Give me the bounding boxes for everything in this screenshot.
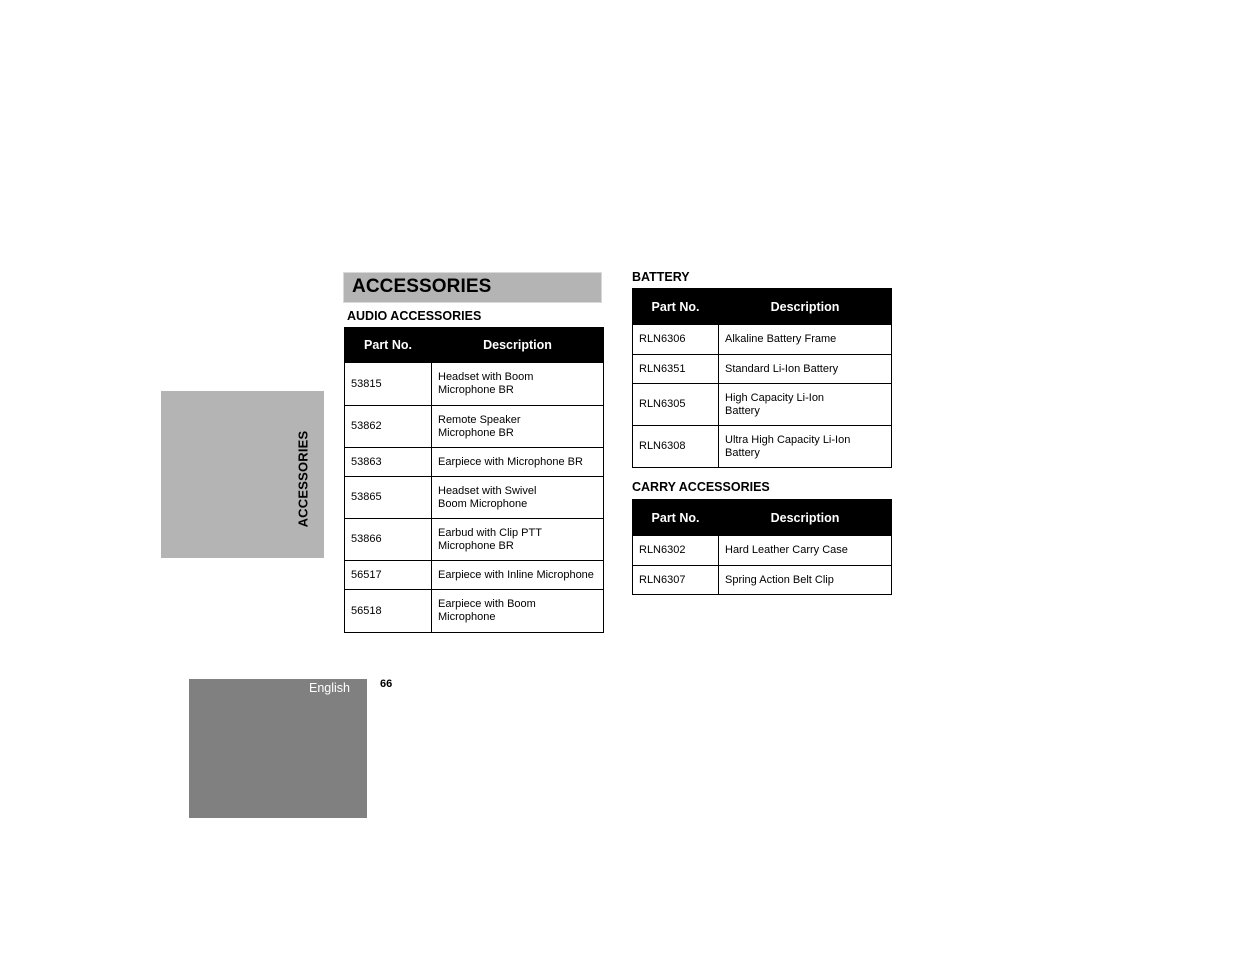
description-cell: [719, 566, 892, 595]
language-label: English: [309, 681, 350, 695]
column-header-part-no: Part No.: [345, 328, 432, 363]
description-cell: [432, 363, 604, 406]
table-row: [345, 519, 604, 561]
table-header-row: [345, 328, 604, 363]
table-row: [633, 536, 892, 566]
description-text: Ultra High Capacity Li-Ion Battery: [725, 433, 851, 459]
page-number: 66: [380, 678, 393, 690]
battery-heading: BATTERY: [632, 270, 690, 284]
side-tab-label: ACCESSORIES: [295, 430, 311, 528]
description-cell: [432, 477, 604, 519]
description-text: Remote Speaker Microphone BR: [438, 413, 521, 439]
description-text: Earpiece with Inline Microphone: [438, 568, 594, 581]
part-number-cell: RLN6306: [633, 325, 719, 355]
description-text: Standard Li-Ion Battery: [725, 362, 839, 375]
description-text: Headset with Boom Microphone BR: [438, 371, 534, 396]
table-row: [345, 406, 604, 448]
language-box: [189, 679, 367, 818]
description-cell: [432, 519, 604, 561]
table-row: [633, 355, 892, 384]
description-cell: [719, 384, 892, 426]
part-number-cell: RLN6305: [633, 384, 719, 426]
part-number-cell: RLN6307: [633, 566, 719, 595]
part-number-cell: RLN6308: [633, 426, 719, 468]
description-cell: [432, 406, 604, 448]
part-number-cell: 53815: [345, 363, 432, 406]
carry-accessories-table: [632, 499, 892, 595]
description-cell: [432, 448, 604, 477]
description-text: Alkaline Battery Frame: [725, 333, 837, 345]
description-cell: [719, 325, 892, 355]
part-number-cell: 53862: [345, 406, 432, 448]
part-number-cell: 53863: [345, 448, 432, 477]
table-row: [633, 384, 892, 426]
description-cell: [432, 590, 604, 633]
column-header-description: Description: [719, 289, 892, 325]
column-header-part-no: Part No.: [633, 289, 719, 325]
description-cell: [719, 426, 892, 468]
column-header-description: Description: [719, 500, 892, 536]
description-cell: [719, 355, 892, 384]
description-text: Earbud with Clip PTT Microphone BR: [438, 526, 542, 552]
description-text: Hard Leather Carry Case: [725, 544, 848, 556]
table-row: [345, 561, 604, 590]
part-number-cell: 53866: [345, 519, 432, 561]
description-text: Spring Action Belt Clip: [725, 573, 834, 586]
description-cell: [432, 561, 604, 590]
page-title: ACCESSORIES: [352, 276, 492, 297]
table-header-row: [633, 289, 892, 325]
description-cell: [719, 536, 892, 566]
part-number-cell: 56517: [345, 561, 432, 590]
description-text: High Capacity Li-Ion Battery: [725, 391, 825, 417]
column-header-part-no: Part No.: [633, 500, 719, 536]
part-number-cell: RLN6351: [633, 355, 719, 384]
carry-accessories-heading: CARRY ACCESSORIES: [632, 480, 770, 494]
table-row: [345, 477, 604, 519]
table-row: [633, 566, 892, 595]
table-row: [345, 590, 604, 633]
audio-accessories-heading: AUDIO ACCESSORIES: [347, 309, 482, 323]
table-row: [345, 363, 604, 406]
part-number-cell: 56518: [345, 590, 432, 633]
page-title-bar: [343, 272, 602, 303]
table-header-row: [633, 500, 892, 536]
description-text: Headset with Swivel Boom Microphone: [438, 484, 537, 510]
table-row: [633, 325, 892, 355]
battery-table: [632, 288, 892, 468]
part-number-cell: RLN6302: [633, 536, 719, 566]
column-header-description: Description: [432, 328, 604, 363]
part-number-cell: 53865: [345, 477, 432, 519]
audio-accessories-table: [344, 327, 604, 633]
description-text: Earpiece with Microphone BR: [438, 455, 583, 468]
table-row: [345, 448, 604, 477]
description-text: Earpiece with Boom Microphone: [438, 598, 536, 623]
table-row: [633, 426, 892, 468]
